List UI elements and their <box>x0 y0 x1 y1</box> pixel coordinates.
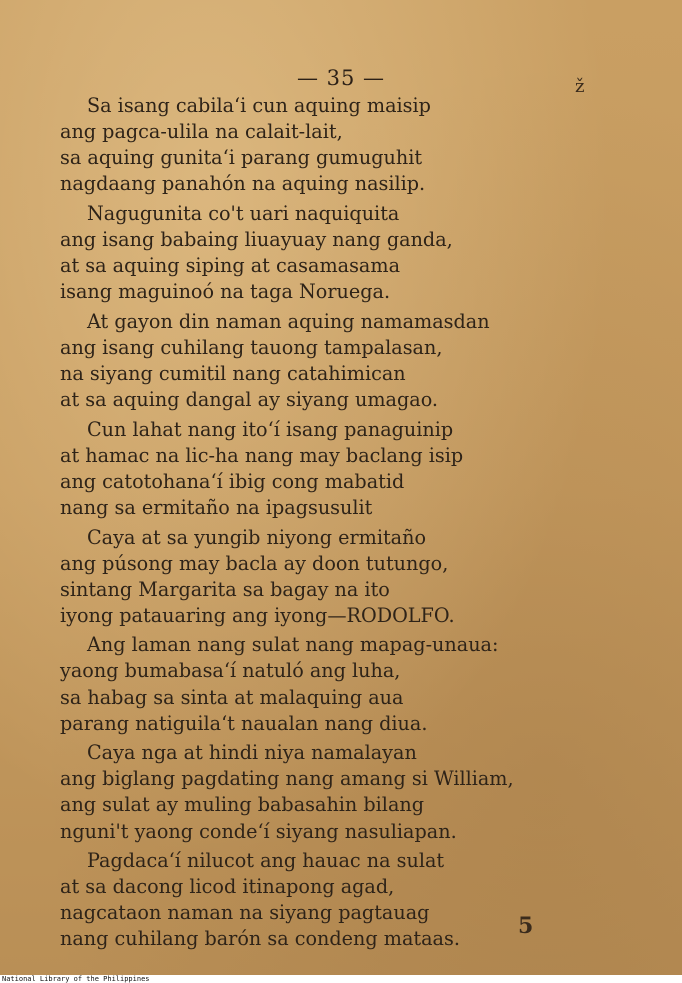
page-number: — 35 — <box>296 66 386 90</box>
signature-mark: 5 <box>518 913 534 939</box>
library-credit: National Library of the Philippines <box>2 975 150 983</box>
poem-line: Cun lahat nang ito‘í isang panaguinip <box>87 417 454 441</box>
poem-line: yaong bumabasa‘í natuló ang luha, <box>60 659 401 683</box>
stanza-8 <box>60 848 580 952</box>
poem-line: sa habag sa sinta at malaquing aua <box>60 685 404 709</box>
poem-line: sa aquing gunita‘i parang gumuguhit <box>60 146 423 170</box>
poem-line: Ang laman nang sulat nang mapag-unaua: <box>87 633 499 657</box>
poem-line: iyong patauaring ang iyong—RODOLFO. <box>60 603 455 627</box>
margin-mark: ž <box>575 76 585 97</box>
poem-line: Pagdaca‘í nilucot ang hauac na sulat <box>87 849 445 873</box>
poem-line: ang sulat ay muling babasahin bilang <box>60 793 425 817</box>
poem-line: at sa aquing dangal ay siyang umagao. <box>60 388 439 412</box>
poem-line: Nagugunita co't uari naquiquita <box>87 201 400 225</box>
poem-line: ang biglang pagdating nang amang si William, <box>60 767 514 791</box>
poem-line: parang natiguila‘t naualan nang diua. <box>60 711 428 735</box>
stanza-1 <box>60 93 580 197</box>
stanza-3 <box>60 309 580 413</box>
poem-line: ang catotohana‘í ibig cong mabatid <box>60 469 405 493</box>
poem-line: nang sa ermitaño na ipagsusulit <box>60 495 373 519</box>
poem-line: isang maguinoó na taga Noruega. <box>60 280 391 304</box>
stanza-6 <box>60 632 580 736</box>
poem-line: Sa isang cabila‘i cun aquing maisip <box>87 94 431 117</box>
poem-line: at sa dacong licod itinapong agad, <box>60 875 395 899</box>
poem-line: at sa aquing siping at casamasama <box>60 254 401 278</box>
poem-body <box>60 93 580 956</box>
poem-line: Caya at sa yungib niyong ermitaño <box>87 525 427 549</box>
poem-line: nagdaang panahón na aquing nasilip. <box>60 172 426 196</box>
poem-line: at hamac na lic-ha nang may baclang isip <box>60 443 464 467</box>
stanza-2 <box>60 201 580 305</box>
poem-line: ang isang babaing liuayuay nang ganda, <box>60 227 453 251</box>
stanza-7 <box>60 740 580 844</box>
poem-line: sintang Margarita sa bagay na ito <box>60 577 390 601</box>
poem-line: nagcataon naman na siyang pagtauag <box>60 901 430 925</box>
poem-line: ang isang cuhilang tauong tampalasan, <box>60 335 443 359</box>
poem-line: na siyang cumitil nang catahimican <box>60 361 406 385</box>
poem-line: nguni't yaong conde‘í siyang nasuliapan. <box>60 819 457 843</box>
poem-line: ang púsong may bacla ay doon tutungo, <box>60 551 449 575</box>
poem-line: Caya nga at hindi niya namalayan <box>87 741 417 765</box>
poem-line: nang cuhilang barón sa condeng mataas. <box>60 927 460 951</box>
stanza-5 <box>60 525 580 629</box>
poem-line: At gayon din naman aquing namamasdan <box>87 309 490 333</box>
stanza-4 <box>60 417 580 521</box>
poem-line: ang pagca-ulila na calait-lait, <box>60 120 343 144</box>
